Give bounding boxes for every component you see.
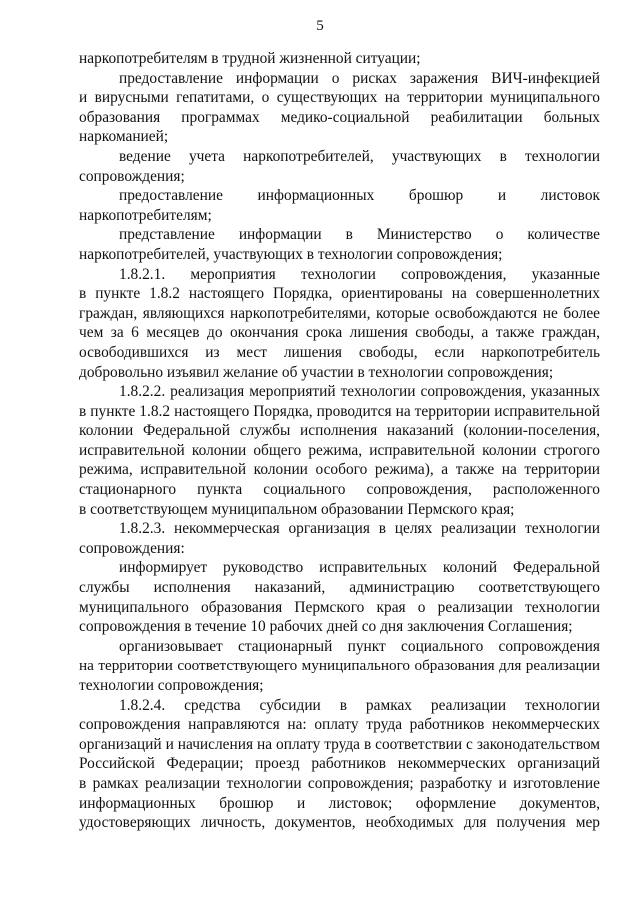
- text-line: граждан, являющихся наркопотребителями, которые освобождаются не более: [79, 304, 600, 322]
- text-line: стационарного пункта социального сопровождения, расположенного: [79, 481, 600, 499]
- text-line: освободившихся из мест лишения свободы, если наркопотребитель: [79, 343, 600, 361]
- text-line: удостоверяющих личность, документов, необходимых для получения мер: [79, 814, 600, 832]
- text-line: службы исполнения наказаний, администрацию соответствующего: [79, 579, 600, 597]
- text-line: Российской Федерации; проезд работников некоммерческих организаций: [79, 755, 600, 773]
- text-line: представление информации в Министерство о количестве: [119, 226, 600, 244]
- text-line: чем за 6 месяцев до окончания срока лишения свободы, а также граждан,: [79, 324, 600, 342]
- text-line: наркопотребителям в трудной жизненной ситуации;: [79, 50, 421, 67]
- text-line: в пункте 1.8.2 настоящего Порядка, проводится на территории исправительной: [79, 402, 600, 420]
- text-line: сопровождения в течение 10 рабочих дней со дня заключения Соглашения;: [79, 618, 573, 636]
- text-line: ведение учета наркопотребителей, участвующих в технологии: [119, 147, 600, 165]
- text-line: образования программах медико-социальной реабилитации больных: [79, 108, 600, 126]
- text-line: добровольно изъявил желание об участии в технологии сопровождения;: [79, 363, 554, 381]
- text-line: режима, исправительной колонии особого режима), а также на территории: [79, 461, 600, 479]
- text-line: в пункте 1.8.2 настоящего Порядка, ориентированы на совершеннолетних: [79, 285, 600, 303]
- text-line: наркопотребителям;: [79, 206, 212, 224]
- text-line: сопровождения:: [79, 539, 185, 557]
- text-line: сопровождения;: [79, 167, 185, 185]
- text-line: организовывает стационарный пункт социального сопровождения: [119, 637, 600, 655]
- text-line: 1.8.2.4. средства субсидии в рамках реализации технологии: [119, 696, 600, 714]
- text-line: 1.8.2.1. мероприятия технологии сопровождения, указанные: [119, 265, 600, 283]
- text-line: информационных брошюр и листовок; оформление документов,: [79, 794, 600, 812]
- page-number: 5: [316, 18, 324, 34]
- text-line: в рамках реализации технологии сопровождения; разработку и изготовление: [79, 774, 600, 792]
- text-line: предоставление информационных брошюр и листовок: [119, 187, 600, 205]
- text-line: организаций и начисления на оплату труда в соответствии с законодательством: [79, 735, 600, 753]
- text-line: 1.8.2.2. реализация мероприятий технологии сопровождения, указанных: [119, 383, 600, 401]
- text-line: наркоманией;: [79, 128, 169, 146]
- text-line: в соответствующем муниципальном образовании Пермского края;: [79, 500, 515, 518]
- text-line: исправительной колонии общего режима, исправительной колонии строгого: [79, 441, 600, 459]
- text-line: колонии Федеральной службы исполнения наказаний (колонии-поселения,: [79, 422, 600, 440]
- document-body: [79, 49, 600, 833]
- text-line: предоставление информации о рисках заражения ВИЧ-инфекцией: [119, 69, 600, 87]
- text-line: технологии сопровождения;: [79, 677, 264, 694]
- text-line: сопровождения направляются на: оплату труда работников некоммерческих: [79, 716, 600, 734]
- text-line: информирует руководство исправительных колоний Федеральной: [119, 559, 600, 577]
- text-line: наркопотребителей, участвующих в технологии сопровождения;: [79, 245, 503, 263]
- text-line: 1.8.2.3. некоммерческая организация в целях реализации технологии: [119, 520, 600, 538]
- text-line: муниципального образования Пермского края о реализации технологии: [79, 598, 600, 616]
- text-line: и вирусными гепатитами, о существующих на территории муниципального: [79, 89, 600, 107]
- text-line: на территории соответствующего муниципального образования для реализации: [79, 657, 600, 675]
